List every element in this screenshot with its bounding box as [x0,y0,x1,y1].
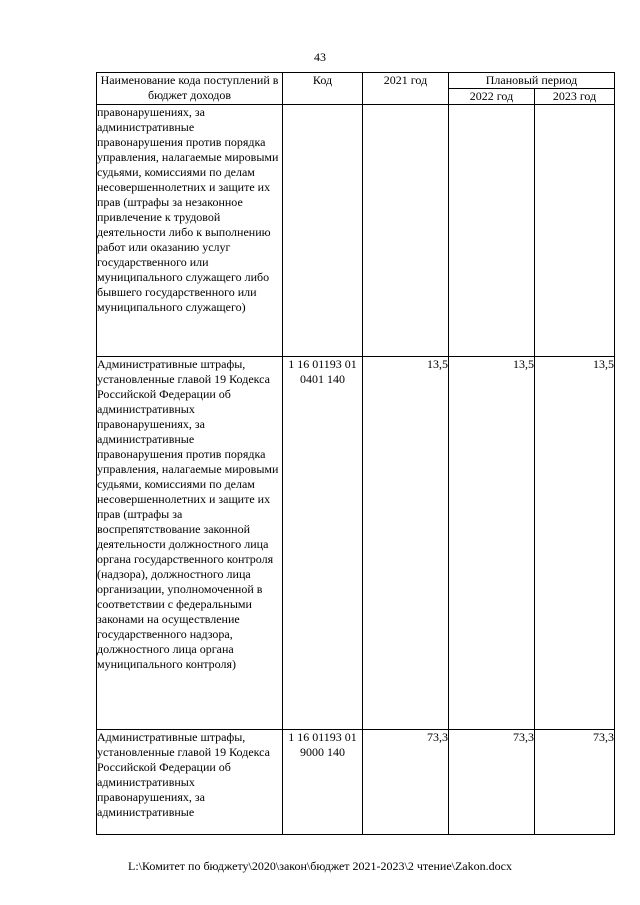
row-code: 1 16 01193 01 9000 140 [283,730,363,835]
row-code: 1 16 01193 01 0401 140 [283,357,363,730]
row-name: Административные штрафы, установленные главой 19 Кодекса Российской Федерации об административных правонарушениях, за административные правонарушения против порядка управления, налагаемые мировыми судьями, комиссиями по делам несовершеннолетних и защите их прав (штрафы за воспрепятствование законной деятельности должностного лица органа государственного контроля (надзора), должностного лица организации, уполномоченной в соответствии с федеральными законами на осуществление государственного надзора, должностного лица органа муниципального контроля) [97,357,283,730]
row-value-2023: 13,5 [535,357,615,730]
header-2023: 2023 год [535,89,615,105]
row-value-2023: 73,3 [535,730,615,835]
header-code: Код [283,73,363,105]
table-row [97,730,615,835]
row-name: правонарушениях, за административные правонарушения против порядка управления, налагаемые мировыми судьями, комиссиями по делам несовершеннолетних и защите их прав (штрафы за незаконное привлечение к трудовой деятельности либо к выполнению работ или оказанию услуг государственного или муниципального служащего либо бывшего государственного или муниципального служащего) [97,105,283,357]
table-header-row [97,73,615,89]
row-code [283,105,363,357]
row-value-2022: 73,3 [449,730,535,835]
page-number: 43 [314,50,326,64]
header-name: Наименование кода поступлений в бюджет доходов [97,73,283,105]
header-plan-period: Плановый период [449,73,615,89]
row-value-2021: 13,5 [363,357,449,730]
row-value-2021: 73,3 [363,730,449,835]
row-value-2022: 13,5 [449,357,535,730]
row-value-2022 [449,105,535,357]
header-2022: 2022 год [449,89,535,105]
footer-file-path: L:\Комитет по бюджету\2020\закон\бюджет 2021-2023\2 чтение\Zakon.docx [128,859,512,873]
row-value-2023 [535,105,615,357]
budget-revenue-table [96,72,615,835]
table-row [97,105,615,357]
row-value-2021 [363,105,449,357]
header-2021: 2021 год [363,73,449,105]
row-name: Административные штрафы, установленные главой 19 Кодекса Российской Федерации об административных правонарушениях, за административные [97,730,283,835]
table-row [97,357,615,730]
